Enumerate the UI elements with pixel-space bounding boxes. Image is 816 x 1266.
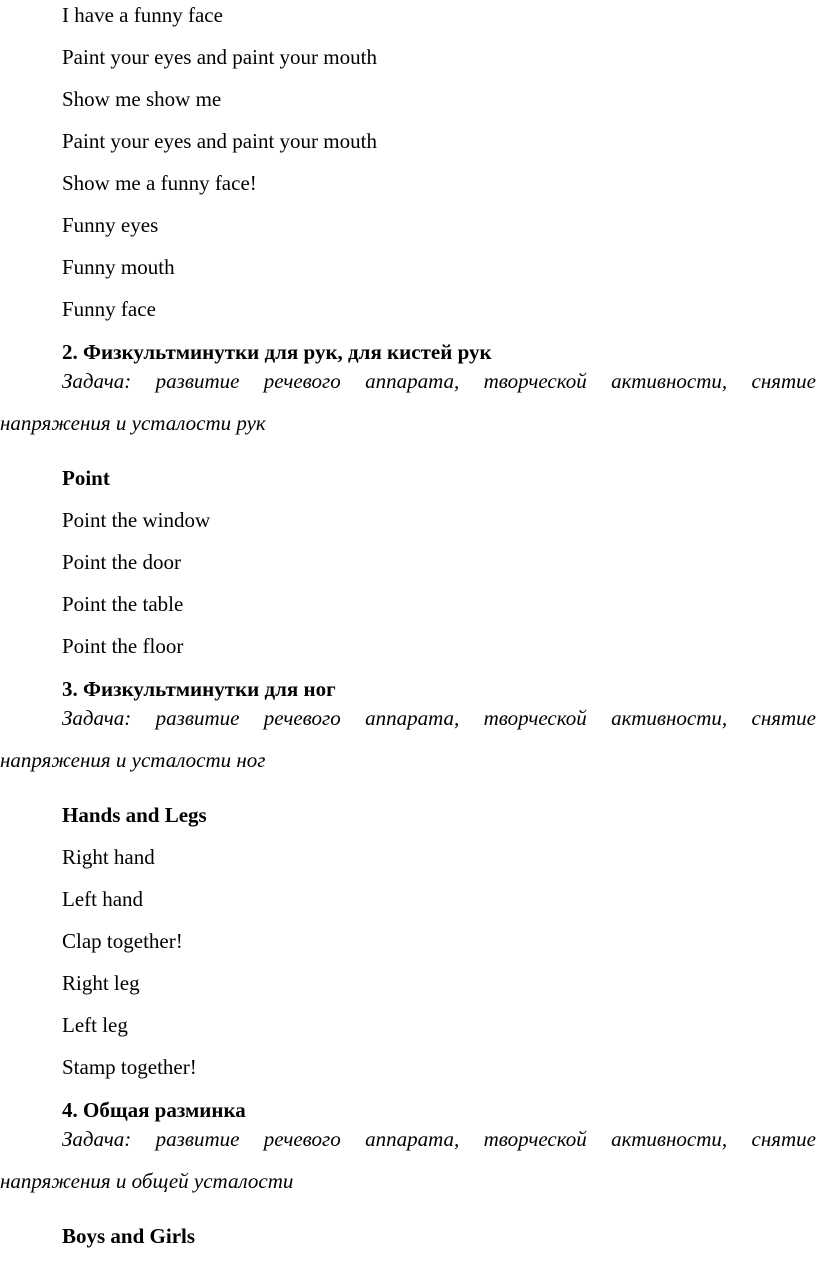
verse-line: Show me show me <box>62 87 222 111</box>
verse-line: Funny mouth <box>62 255 175 279</box>
verse-line: Left hand <box>62 887 144 911</box>
section-heading: 2. Физкультминутки для рук, для кистей рук <box>62 340 492 364</box>
task-paragraph <box>0 697 816 781</box>
verse-line: Right hand <box>62 845 155 869</box>
verse-line: Paint your eyes and paint your mouth <box>62 45 377 69</box>
task-line: Задача: развитие речевого аппарата, творческой активности, снятие <box>62 369 816 393</box>
verse-line: Point the table <box>62 592 184 616</box>
verse-line: Point the door <box>62 550 181 574</box>
task-line: напряжения и общей усталости <box>0 1169 294 1193</box>
task-line: напряжения и усталости рук <box>0 411 266 435</box>
verse-line: Right leg <box>62 971 140 995</box>
song-title: Boys and Girls <box>62 1224 196 1248</box>
song-title: Point <box>62 466 110 490</box>
verse-line: Clap together! <box>62 929 183 953</box>
task-line: напряжения и усталости ног <box>0 748 266 772</box>
verse-line: Stamp together! <box>62 1055 197 1079</box>
verse-line: Point the floor <box>62 634 184 658</box>
verse-line: Paint your eyes and paint your mouth <box>62 129 377 153</box>
verse-line: Funny face <box>62 297 156 321</box>
task-paragraph <box>0 360 816 444</box>
verse-line: Point the window <box>62 508 211 532</box>
verse-line: Left leg <box>62 1013 128 1037</box>
task-line: Задача: развитие речевого аппарата, творческой активности, снятие <box>62 706 816 730</box>
section-heading: 4. Общая разминка <box>62 1098 246 1122</box>
task-line: Задача: развитие речевого аппарата, творческой активности, снятие <box>62 1127 816 1151</box>
verse-line: I have a funny face <box>62 3 223 27</box>
song-title: Hands and Legs <box>62 803 207 827</box>
section-heading: 3. Физкультминутки для ног <box>62 677 336 701</box>
verse-line: Funny eyes <box>62 213 159 237</box>
verse-line: Show me a funny face! <box>62 171 257 195</box>
task-paragraph <box>0 1118 816 1202</box>
